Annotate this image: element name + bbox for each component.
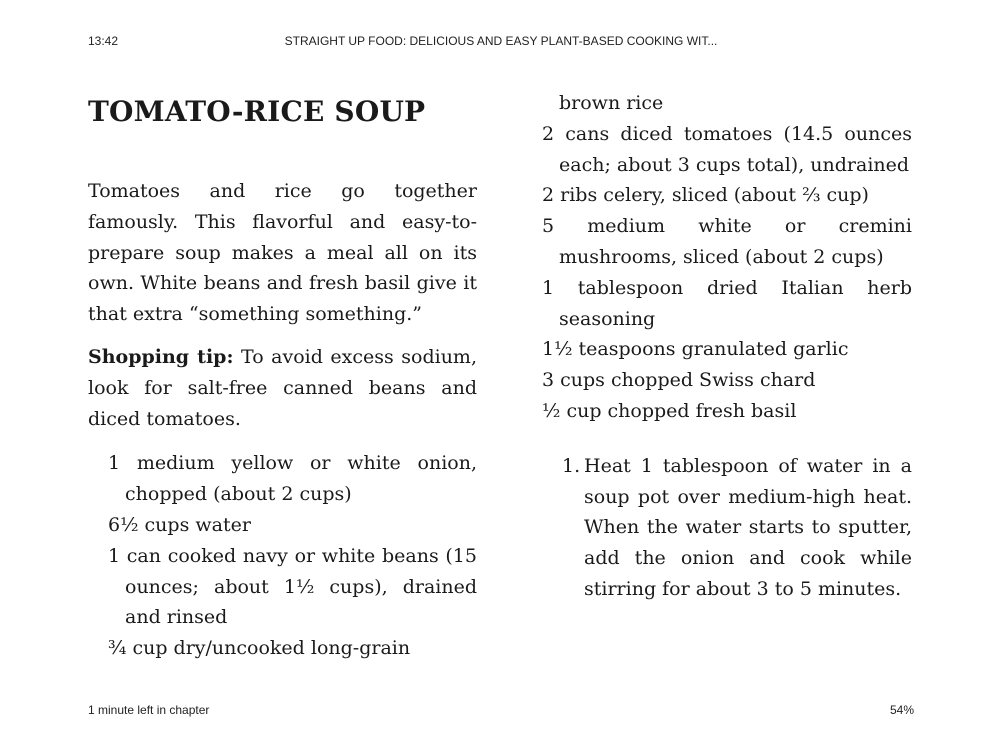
ingredient-item: ½ cup chopped fresh basil [542,399,797,422]
step-text: Heat 1 tablespoon of water in a soup pot over medium-high heat. When the water starts to sputter, add the onion and cook while stirring for about 3 to 5 minutes. [584,454,912,600]
ingredient-continuation: brown rice [559,92,664,114]
footer-bar [88,703,914,723]
reading-progress: 54% [889,703,914,717]
recipe-intro: Tomatoes and rice go together famously. This flavorful and easy-to-prepare soup makes a meal all on its own. White beans and fresh basil give it that extra “something something.” [88,180,477,326]
instruction-steps [542,451,912,605]
ingredient-item: 1½ teaspoons granulated garlic [542,338,849,361]
status-bar [88,34,914,54]
shopping-tip-text: To avoid excess sodium, look for salt-free canned beans and diced tomatoes. [88,345,477,430]
page-right-column [542,88,912,605]
instruction-step [562,451,912,605]
shopping-tip-label: Shopping tip: [88,345,234,368]
ingredient-item: 1 can cooked navy or white beans (15 ounces; about 1½ cups), drained and rinsed [108,544,477,629]
step-number: 1. [562,454,581,477]
ingredient-item: 3 cups chopped Swiss chard [542,369,816,392]
ingredient-item: 1 tablespoon dried Italian herb seasoning [542,276,912,330]
ingredient-list-right [542,88,912,427]
time-left-in-chapter: 1 minute left in chapter [88,703,210,717]
ingredient-list-left [88,448,477,664]
ingredient-item: 5 medium white or cremini mushrooms, sliced (about 2 cups) [542,215,912,268]
ingredient-item: 2 cans diced tomatoes (14.5 ounces each; about 3 cups total), undrained [542,122,912,176]
shopping-tip [88,342,477,434]
ingredient-item: 6½ cups water [108,513,251,536]
ingredient-item: 1 medium yellow or white onion, chopped (about 2 cups) [108,452,477,506]
clock: 13:42 [88,34,119,48]
book-title[interactable]: STRAIGHT UP FOOD: DELICIOUS AND EASY PLANT-BASED COOKING WIT... [284,34,718,48]
ingredient-item: ¾ cup dry/uncooked long-grain [108,637,411,660]
recipe-title: TOMATO-RICE SOUP [88,95,426,128]
page-left-column [88,88,477,664]
ingredient-item: 2 ribs celery, sliced (about ⅔ cup) [542,184,869,207]
